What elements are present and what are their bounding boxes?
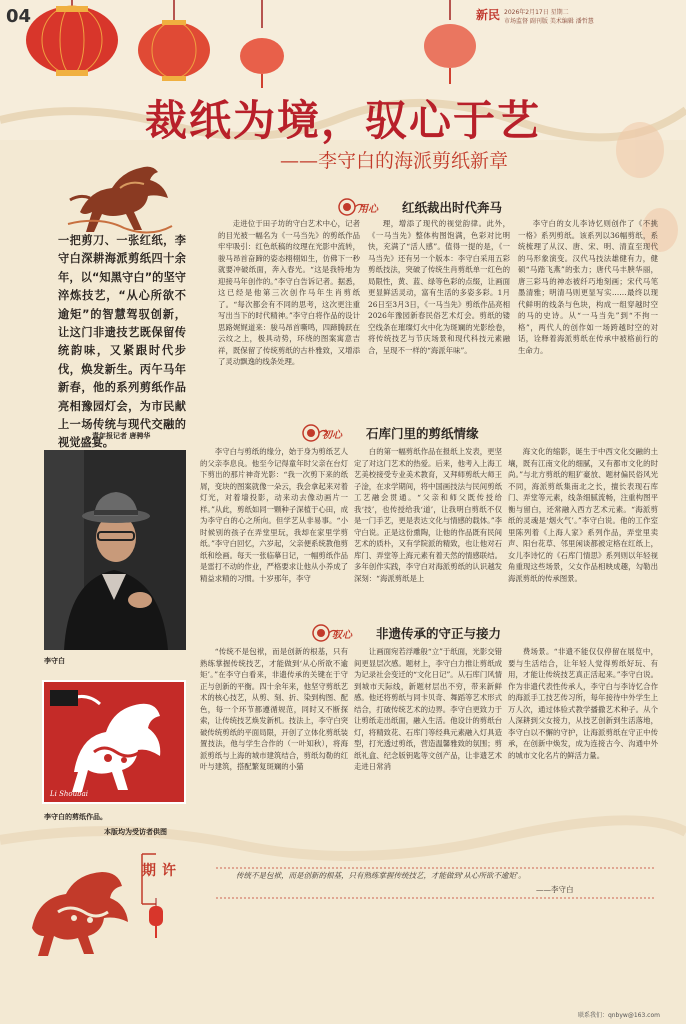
artwork-caption: 李守白的剪纸作品。 bbox=[44, 813, 107, 821]
section-column: 白的第一幅剪纸作品在报纸上发表，更坚定了对这门艺术的热爱。后来，他考入上海工艺美校接受专业美术教育，又拜师剪纸大师王子淦，在求学期间，将中国画技法与民间剪纸工艺融会贯通。“父亲和师父既传授给我‘技’，也传授给我‘道’，让我明白剪纸不仅是一门手艺，更是表达文化与情感的载体。”李守白说。正是这份熏陶，让他的作品既有民间艺术的质朴，又有学院派的精致，也让他对石库门、弄堂等上海元素有着天然的情感联结。多年创作实践，李守白对海派剪纸的认识越发深刻：“海派剪纸是上 bbox=[354, 447, 502, 583]
masthead-logo: 新民 bbox=[476, 8, 501, 22]
masthead-date: 2026年2月17日 星期二 bbox=[504, 9, 569, 16]
section-column: 费场景。“非遗不能仅仅停留在展览中，要与生活结合，让年轻人觉得剪纸好玩、有用，才能让传统技艺真正活起来。”李守白说。作为非遗代表性传承人，李守白与李诗忆合作的海派手工技艺传习所，每年接待中外学生上万人次，通过体验式教学播撒艺术种子。从个人深耕到父女接力，从技艺创新到生活落地，李守白以不懈的守护，让海派剪纸在守正中传承，在创新中焕发，成为连接古今、沟通中外的城市文化名片的鲜活力量。 bbox=[508, 647, 658, 760]
section-column: 让画面宛若浮雕般“立”于纸面，光影交错间更显层次感。题材上，李守白力推让剪纸成为记录社会变迁的“文化日记”。从石库门风情到城市天际线，新题材层出不穷，带来新鲜感。他还将剪纸与同卡贝奇、舞蹈等艺术形式结合，打破传统艺术的边界。李守白更致力于让剪纸走出纸面，融入生活。他设计的剪纸台灯，将精致花、石库门等经典元素融入灯具造型，打光透过剪纸，营造温馨雅致的氛围；剪纸礼盒、纪念版钥匙等文创产品，让非遗艺术走进日常消 bbox=[354, 647, 502, 771]
masthead bbox=[476, 6, 596, 36]
quote-label: 期许 bbox=[142, 863, 182, 879]
section-title: 石库门里的剪纸情缘 bbox=[366, 426, 479, 441]
papercut-artwork bbox=[42, 680, 186, 804]
section-column: 李守白的女儿李诗忆则创作了《不挑一格》系列剪纸。该系列以36幅剪纸，系统梳理了从汉、唐、宋、明、清直至现代的马形象演变。汉代马技法雄健有力，健硕“马踏飞燕”的张力；唐代马丰腴华丽，唐三彩马的神态被纤巧地刻画；宋代马笔墨清雅；明清马则更显写实……最终以现代鲜明的线条与色块，构成一组穿越时空的马的史诗。从“一马当先”到“不拘一格”，两代人的创作如一场跨越时空的对话，诠释着海派剪纸在传承中被格前行的生命力。 bbox=[518, 219, 658, 355]
page-number: 04 bbox=[6, 6, 32, 27]
photo-credit: 本版均为受访者供图 bbox=[104, 828, 167, 836]
article-byline: 青年报记者 唐骋华 bbox=[92, 432, 151, 440]
footer-contact: 联系我们：qnbyw@163.com bbox=[577, 1012, 660, 1019]
article-subtitle: ——李守白的海派剪纸新章 bbox=[280, 150, 509, 172]
portrait-illustration bbox=[44, 450, 186, 650]
section-title: 非遗传承的守正与接力 bbox=[376, 626, 502, 641]
portrait-photo bbox=[44, 450, 186, 650]
article-title: 裁纸为境，驭心于艺 bbox=[144, 96, 541, 145]
section-title: 红纸裁出时代奔马 bbox=[402, 200, 503, 215]
section-column: 走进位于田子坊的守白艺术中心，记者的目光被一幅名为《一马当先》的剪纸作品牢牢吸引：红色纸稿的纹理在光影中流转，骏马昂首奋蹄的姿态栩栩如生，仿佛下一秒就要冲破纸面，奔入春光。“这是我特地为迎接马年创作的。”李守白告诉记者。据悉，这已经是他第三次创作马年生肖剪纸了。“每次都会有不同的思考，这次更注重写出当下的时代精神。”李守白将作品的设计思路娓娓道来：骏马昂首嘶鸣，四蹄腾跃在云纹之上，极具动势，环绕的图案寓意吉祥，既保留了传统剪纸的古朴雅致，又增添了灵动飘逸的线条处理。 bbox=[218, 219, 360, 366]
artwork-signature: Li Shoubai bbox=[50, 790, 89, 798]
section-column: “传统不是包袱，而是创新的根基，只有熟练掌握传统技艺，才能做到‘从心所欲不逾矩’。”在李守白看来，非遗传承的关键在于守正与创新的平衡。四十余年来，他坚守剪纸艺术的核心技艺，从剪、刻、折、染到构图、配色，每一个环节都遵循规范，同时又不断探索，让传统技艺焕发新机。技法上，李守白突破传统剪纸的平面局限，开创了立体化剪纸装置技法，他与学生合作的（一叶知秋），将海派剪纸与上海的城市建筑结合，剪纸勾勒的红叶与建筑，搭配繁复斑斓的小猫 bbox=[200, 647, 348, 771]
horse-papercut-icon bbox=[60, 150, 180, 240]
section-label: 用心 bbox=[358, 204, 378, 215]
papercut-horse-illustration bbox=[44, 682, 184, 802]
section-column: 李守白与剪纸的缘分，始于身为剪纸艺人的父亲李息良。他至今记得童年时父亲在台灯下剪出的那片神奇光影：“我一次剪下来的纸屑，变块的图案就像一朵云，我会拿起来对着灯光，对着墙投影，动来动去像动画片一样。”从此，剪纸如同一颗种子深植于心田，成为李守白的心之所向。但学艺从非易事。“小时候别的孩子在弄堂里玩，我却在家里学剪纸。”李守白回忆，六岁起，父亲便系统教他剪纸和绘画。每天一张临摹日记，一幅剪纸作品是雷打不动的作业，严格要求让他从小养成了精益求精的习惯。十岁那年，李守 bbox=[200, 447, 348, 583]
small-lantern-icon bbox=[146, 898, 166, 938]
section-column: 理，增添了现代的视觉韵律。此外，《一马当先》整体构图饱满，色彩对比明快，充满了“活人感”。值得一提的是，《一马当先》还有另一个版本：李守白采用五彩剪纸技法，突破了传统生肖剪纸单一红色的局限性，黄、蓝、绿等色彩的点缀，让画面更显鲜活灵动，富有生活的多姿多彩。1月26日至3月3日，《一马当先》剪纸作品亮相2026年豫园新春民俗艺术灯会。剪纸的镂空线条在璀璨灯火中化为斑斓的光影绘卷，将传统技艺与节庆场景和现代科技元素融合，呈现不一样的“海派年味”。 bbox=[368, 219, 510, 355]
masthead-subline: 市场监督 副刊版 美术编辑 潘哲慧 bbox=[504, 18, 594, 25]
photo-caption: 李守白 bbox=[44, 657, 65, 665]
horse-papercut-icon bbox=[18, 858, 148, 958]
quote-text: 传统不是包袱，而是创新的根基，只有熟练掌握传统技艺，才能做到‘从心所欲不逾矩’。 bbox=[236, 871, 526, 880]
section-label: 初心 bbox=[322, 430, 342, 441]
quote-author: ——李守白 bbox=[536, 885, 574, 894]
article-lead: 一把剪刀、一张红纸，李守白深耕海派剪纸四十余年，以“知黑守白”的坚守淬炼技艺，“从心所欲不逾矩”的智慧驾驭创新，让这门非遗技艺既保留传统韵味，又紧跟时代步伐，焕发新生。丙午马年新春，他的系列剪纸作品亮相豫园灯会，为市民献上一场传统与现代交融的视觉盛宴。 bbox=[58, 234, 186, 450]
section-column: 海文化的缩影，诞生于中西文化交融的土壤，既有江南文化的细腻，又有都市文化的时尚。”与北方剪纸的粗犷豪放、题材偏民俗风光不同，海派剪纸集南北之长，擅长表现石库门、弄堂等元素，线条细腻流畅，注重构图平衡与留白，还常融入西方艺术元素。“海派剪纸的灵魂是‘烟火气’。”李守白说。他的工作室里陈列着《上海人家》系列作品，弄堂里卖声、阳台花草、邻里闲谈都被定格在红纸上，女儿李诗忆的《石库门情思》系列则以年轻视角重现这些场景，父女作品相映成趣，勾勒出海派剪纸的传承图景。 bbox=[508, 447, 658, 583]
section-label: 驭心 bbox=[332, 630, 352, 641]
